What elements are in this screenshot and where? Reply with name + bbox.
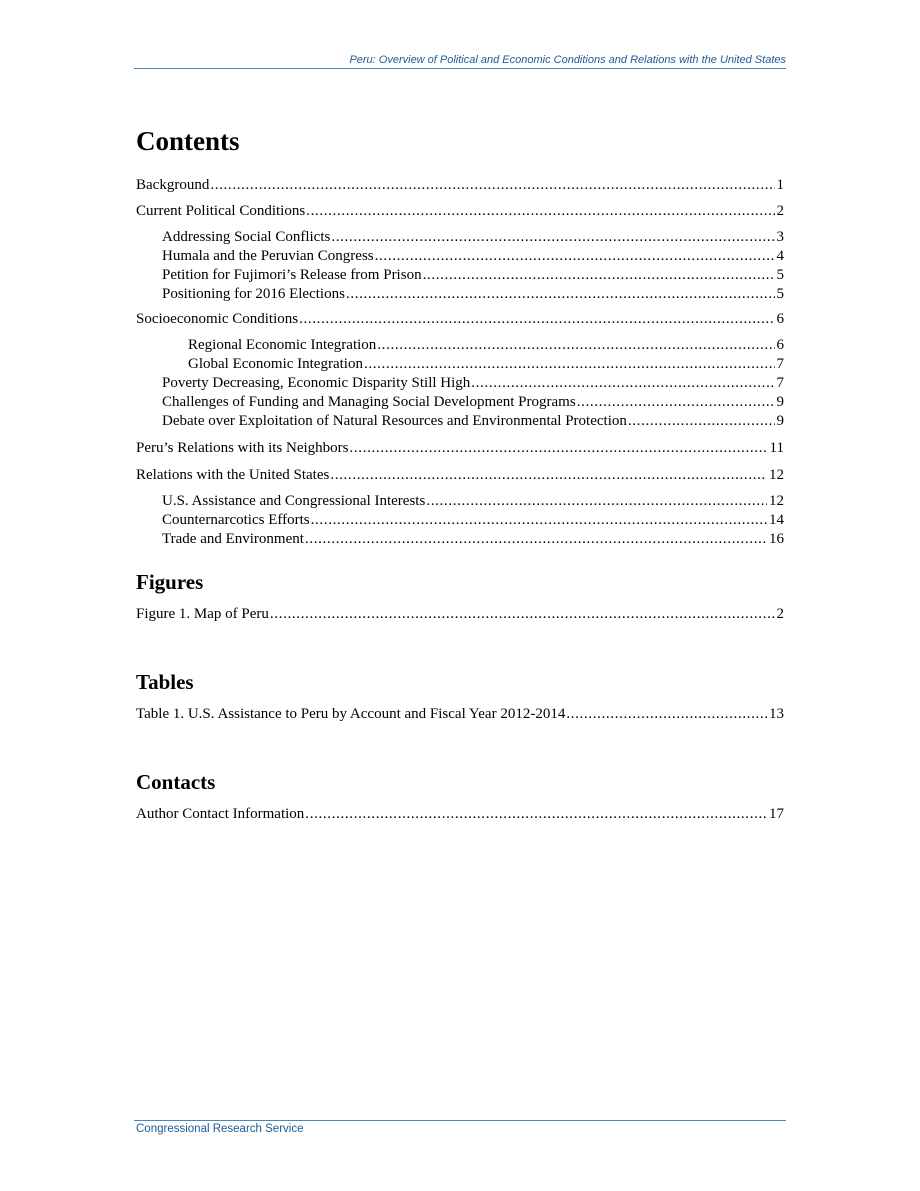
footer-rule (134, 1120, 786, 1121)
toc-entry[interactable] (136, 511, 784, 530)
toc-entry[interactable] (136, 336, 784, 355)
toc-entry-page: 3 (776, 229, 784, 245)
toc-leader-dots (305, 805, 767, 824)
toc-entry[interactable] (136, 705, 784, 724)
toc-entry-page: 1 (776, 177, 784, 193)
toc-entry-page: 12 (769, 467, 784, 483)
contacts-section (136, 768, 784, 824)
toc-leader-dots (330, 466, 767, 485)
toc-entry[interactable] (136, 466, 784, 485)
toc-leader-dots (577, 393, 775, 412)
toc-entry-label: Debate over Exploitation of Natural Resources and Environmental Protection (162, 413, 627, 429)
toc-leader-dots (423, 266, 775, 285)
toc-entry-label: Addressing Social Conflicts (162, 229, 331, 245)
contacts-title: Contacts (136, 770, 216, 794)
toc-entry-label: Counternarcotics Efforts (162, 512, 310, 528)
toc-entry-page: 9 (776, 394, 784, 410)
toc-entry-label: Relations with the United States (136, 467, 330, 483)
toc-entry[interactable] (136, 355, 784, 374)
toc-leader-dots (364, 355, 775, 374)
toc-leader-dots (299, 310, 774, 329)
toc-leader-dots (305, 530, 767, 549)
toc-leader-dots (377, 336, 774, 355)
toc-entry-label: Trade and Environment (162, 531, 304, 547)
toc-entry-page: 13 (769, 706, 784, 722)
toc-leader-dots (210, 176, 774, 195)
toc-entry[interactable] (136, 605, 784, 624)
toc-entry-label: Author Contact Information (136, 806, 305, 822)
toc-leader-dots (346, 285, 775, 304)
toc-leader-dots (426, 492, 767, 511)
toc-entry-label: Global Economic Integration (188, 356, 363, 372)
toc-entry[interactable] (136, 228, 784, 247)
toc-entry[interactable] (136, 492, 784, 511)
toc-leader-dots (566, 705, 767, 724)
toc-entry-page: 2 (776, 606, 784, 622)
toc-leader-dots (270, 605, 775, 624)
toc-entry-label: Figure 1. Map of Peru (136, 606, 269, 622)
toc-entry-label: Humala and the Peruvian Congress (162, 248, 374, 264)
toc-entry-label: U.S. Assistance and Congressional Interests (162, 493, 426, 509)
toc-leader-dots (471, 374, 774, 393)
toc-entry-page: 6 (776, 311, 784, 327)
toc-entry-label: Background (136, 177, 210, 193)
toc-entry-page: 2 (776, 203, 784, 219)
toc-entry-page: 17 (769, 806, 784, 822)
toc-entry-page: 4 (776, 248, 784, 264)
figures-section (136, 568, 784, 624)
toc-leader-dots (375, 247, 775, 266)
running-header: Peru: Overview of Political and Economic Conditions and Relations with the United States (349, 54, 786, 66)
toc-entry-label: Socioeconomic Conditions (136, 311, 299, 327)
toc-entry[interactable] (136, 374, 784, 393)
running-footer: Congressional Research Service (136, 1123, 304, 1135)
toc-entry[interactable] (136, 266, 784, 285)
toc-leader-dots (628, 412, 775, 431)
toc-entry-label: Table 1. U.S. Assistance to Peru by Account and Fiscal Year 2012-2014 (136, 706, 566, 722)
toc-entry[interactable] (136, 393, 784, 412)
tables-title: Tables (136, 670, 194, 694)
toc-entry[interactable] (136, 439, 784, 458)
toc-entry-page: 16 (769, 531, 784, 547)
toc-entry[interactable] (136, 247, 784, 266)
toc-entry-label: Positioning for 2016 Elections (162, 286, 345, 302)
toc-entry[interactable] (136, 530, 784, 549)
toc-entry[interactable] (136, 310, 784, 329)
toc-entry-page: 6 (776, 337, 784, 353)
toc-entry[interactable] (136, 412, 784, 431)
toc-entry[interactable] (136, 202, 784, 221)
toc-entry-label: Peru’s Relations with its Neighbors (136, 440, 349, 456)
toc-leader-dots (311, 511, 767, 530)
toc-entry-label: Petition for Fujimori’s Release from Prison (162, 267, 422, 283)
toc-entry[interactable] (136, 285, 784, 304)
contents-title: Contents (136, 126, 240, 156)
toc-entry-page: 11 (769, 440, 784, 456)
tables-section (136, 668, 784, 724)
toc-entry-label: Poverty Decreasing, Economic Disparity Still High (162, 375, 471, 391)
toc-entry-page: 5 (776, 286, 784, 302)
toc-entry-page: 7 (776, 356, 784, 372)
toc-entry-label: Regional Economic Integration (188, 337, 377, 353)
toc-entry[interactable] (136, 805, 784, 824)
toc-entry-page: 7 (776, 375, 784, 391)
toc-leader-dots (331, 228, 774, 247)
toc-entry-label: Current Political Conditions (136, 203, 306, 219)
toc-leader-dots (306, 202, 774, 221)
toc-entry-page: 9 (776, 413, 784, 429)
contents-section (136, 124, 784, 549)
header-rule (134, 68, 786, 69)
toc-entry-page: 5 (776, 267, 784, 283)
toc-entry-page: 14 (769, 512, 784, 528)
figures-title: Figures (136, 570, 204, 594)
toc-entry-label: Challenges of Funding and Managing Social Development Programs (162, 394, 576, 410)
toc-entry-page: 12 (769, 493, 784, 509)
toc-entry[interactable] (136, 176, 784, 195)
toc-leader-dots (350, 439, 768, 458)
